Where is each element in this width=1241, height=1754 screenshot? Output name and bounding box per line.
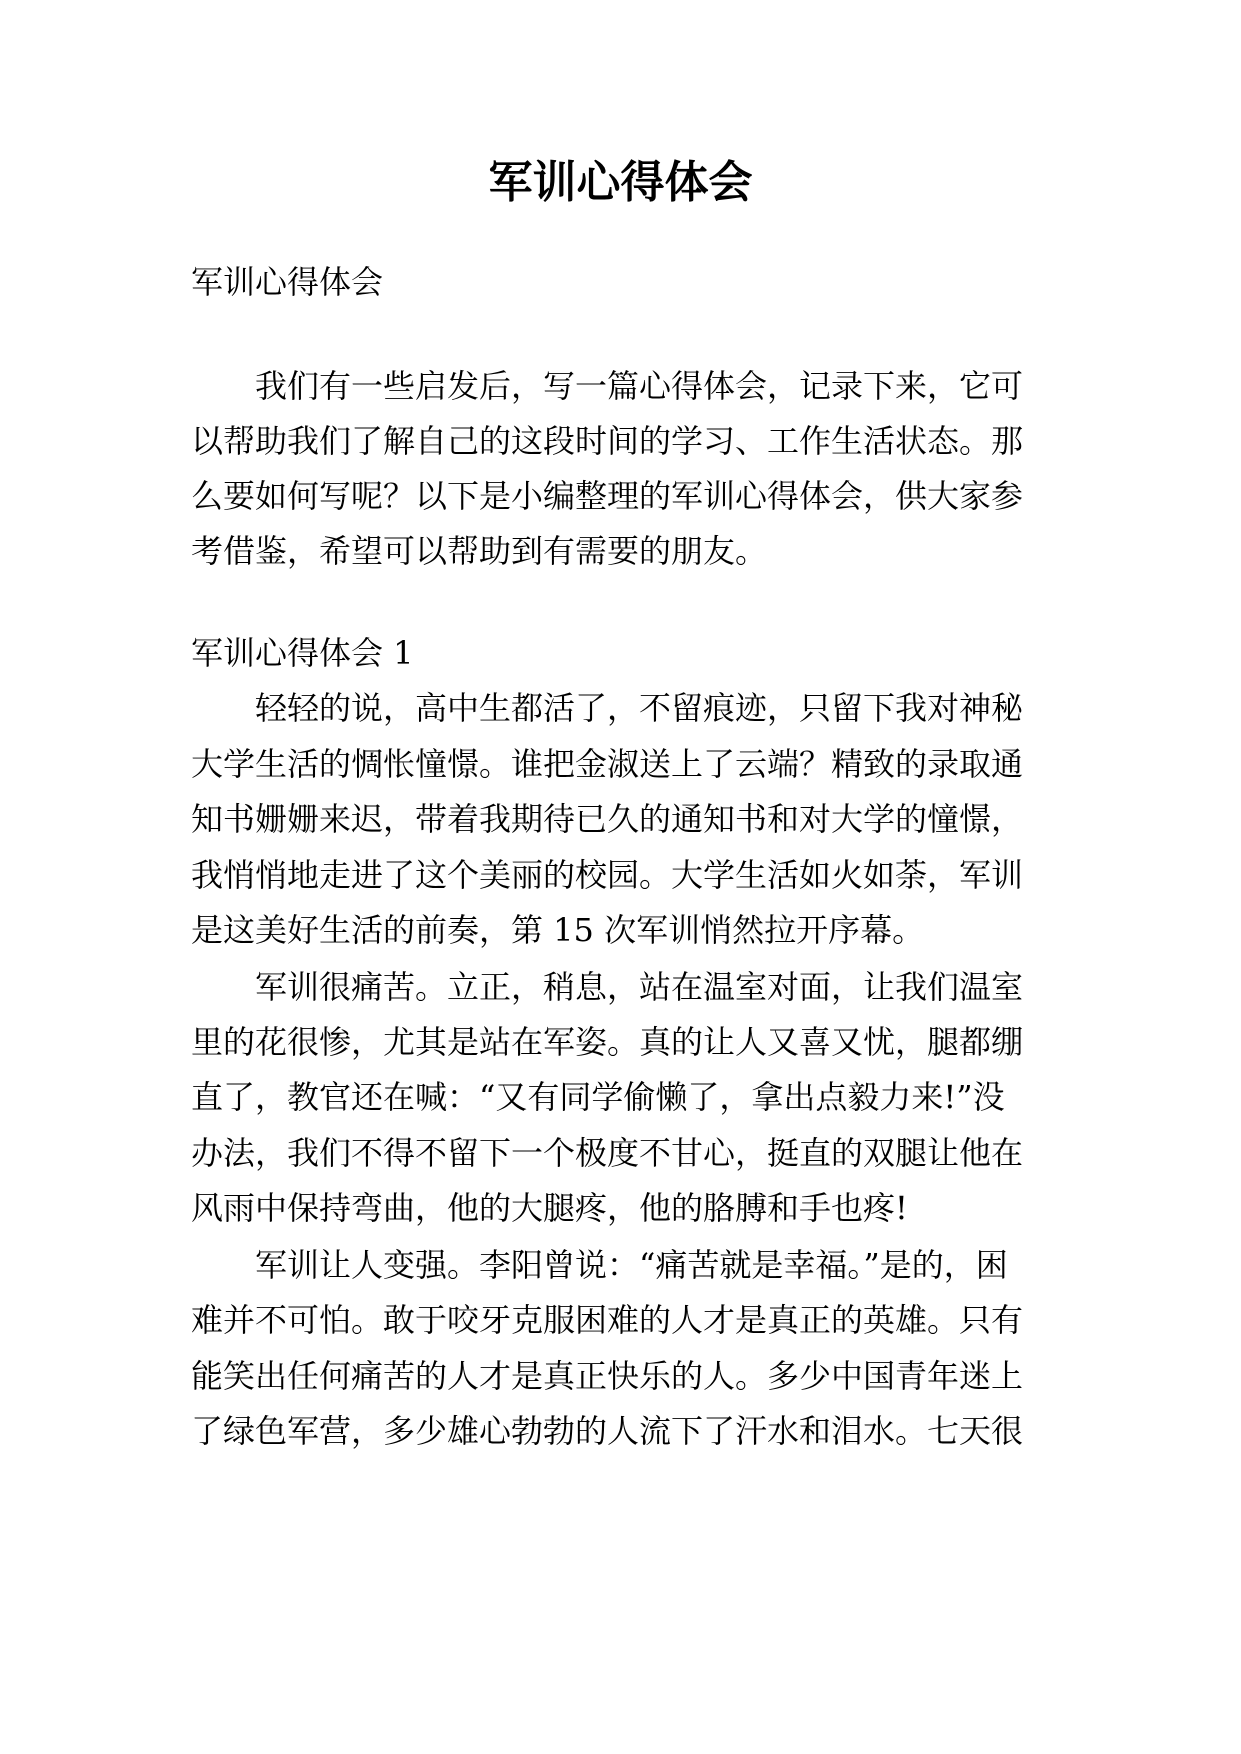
paragraph-line: 能笑出任何痛苦的人才是真正快乐的人。多少中国青年迷上 xyxy=(191,1357,1024,1395)
paragraph-line: 直了，教官还在喊：“又有同学偷懒了，拿出点毅力来!”没 xyxy=(191,1078,1005,1116)
paragraph-line: 军训很痛苦。立正，稍息，站在温室对面，让我们温室 xyxy=(255,968,1024,1006)
paragraph-line: 我悄悄地走进了这个美丽的校园。大学生活如火如荼，军训 xyxy=(191,856,1024,894)
paragraph-line: 里的花很惨，尤其是站在军姿。真的让人又喜又忧，腿都绷 xyxy=(191,1023,1024,1061)
intro-line: 么要如何写呢？以下是小编整理的军训心得体会，供大家参 xyxy=(191,477,1024,515)
paragraph-line: 风雨中保持弯曲，他的大腿疼，他的胳膊和手也疼! xyxy=(191,1189,908,1227)
paragraph-line: 知书姗姗来迟，带着我期待已久的通知书和对大学的憧憬， xyxy=(191,800,1024,838)
paragraph-line: 军训让人变强。李阳曾说：“痛苦就是幸福。”是的，困 xyxy=(255,1246,1008,1284)
paragraph-line: 难并不可怕。敢于咬牙克服困难的人才是真正的英雄。只有 xyxy=(191,1301,1024,1339)
paragraph-line: 了绿色军营，多少雄心勃勃的人流下了汗水和泪水。七天很 xyxy=(191,1412,1024,1450)
paragraph-line: 轻轻的说，高中生都活了，不留痕迹，只留下我对神秘 xyxy=(255,689,1024,727)
paragraph-line: 大学生活的惆怅憧憬。谁把金淑送上了云端？精致的录取通 xyxy=(191,745,1024,783)
document-subtitle: 军训心得体会 xyxy=(191,263,384,301)
document-title: 军训心得体会 xyxy=(488,157,753,208)
intro-line: 我们有一些启发后，写一篇心得体会，记录下来，它可 xyxy=(255,367,1024,405)
intro-line: 考借鉴，希望可以帮助到有需要的朋友。 xyxy=(191,532,768,570)
section-heading: 军训心得体会 1 xyxy=(191,634,414,672)
paragraph-line: 办法，我们不得不留下一个极度不甘心，挺直的双腿让他在 xyxy=(191,1134,1024,1172)
paragraph-line: 是这美好生活的前奏，第 15 次军训悄然拉开序幕。 xyxy=(191,911,925,949)
intro-line: 以帮助我们了解自己的这段时间的学习、工作生活状态。那 xyxy=(191,422,1024,460)
